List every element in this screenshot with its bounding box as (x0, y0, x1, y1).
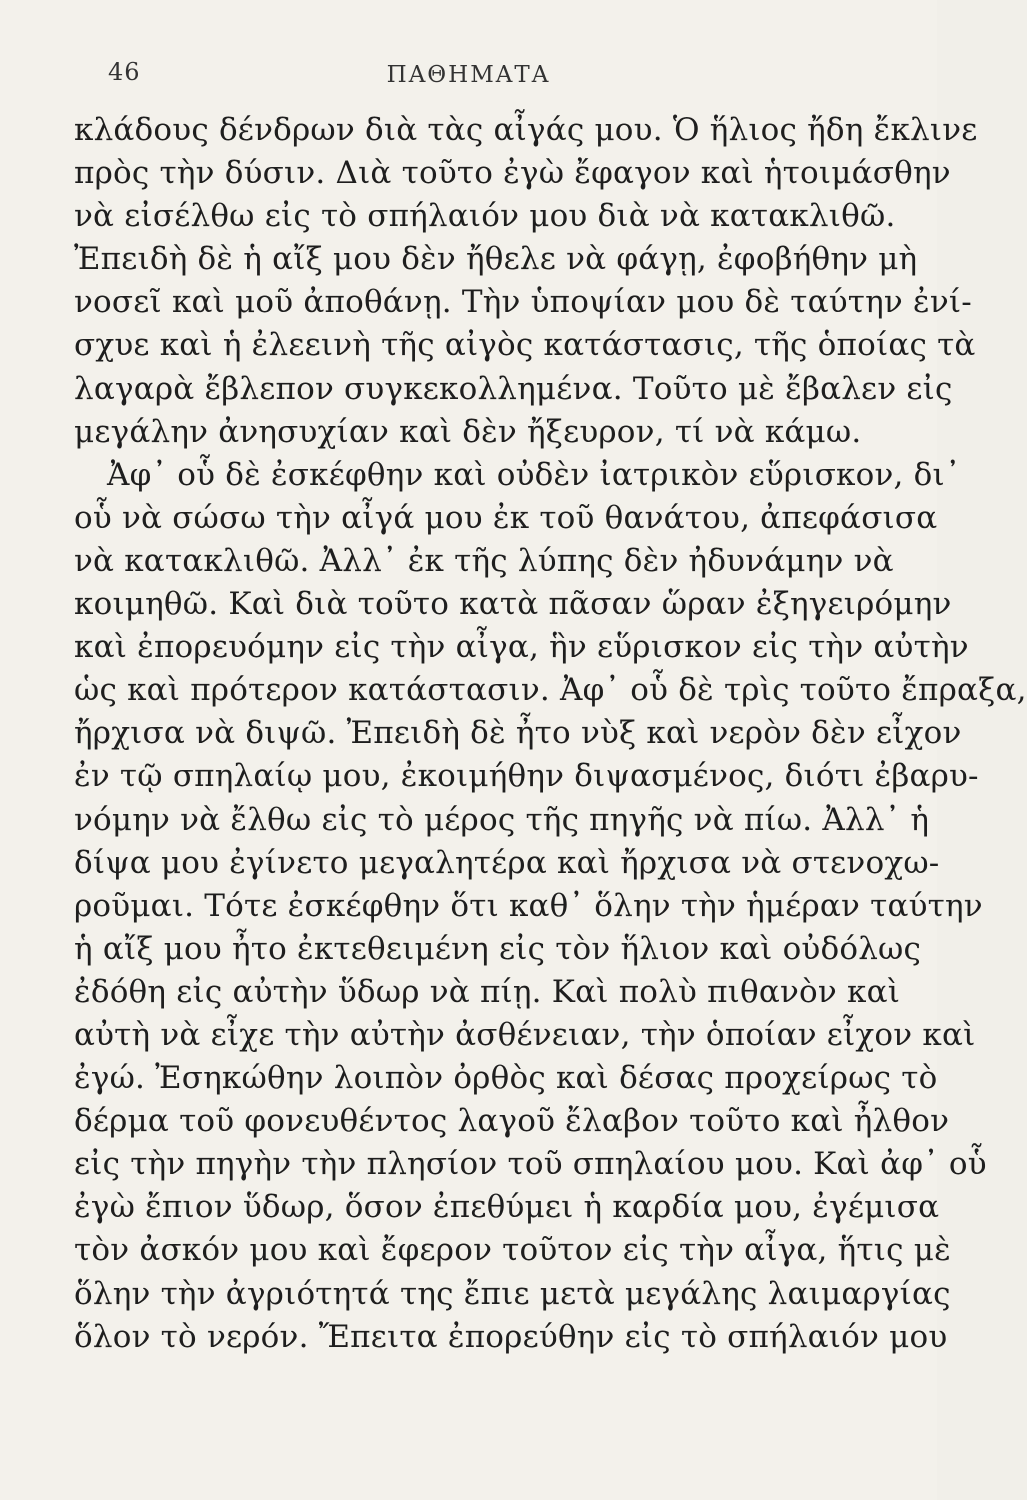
text-line: ἐγώ. Ἐσηκώθην λοιπὸν ὀρθὸς καὶ δέσας προχείρως τὸ (74, 1060, 938, 1097)
text-line: Ἐπειδὴ δὲ ἡ αἴξ μου δὲν ἤθελε νὰ φάγῃ, ἐφοβήθην μὴ (74, 241, 918, 278)
text-line: ὡς καὶ πρότερον κατάστασιν. Ἀφ᾽ οὗ δὲ τρὶς τοῦτο ἔπραξα, (74, 672, 1027, 709)
body-text (74, 109, 1027, 1359)
text-line: ροῦμαι. Τότε ἐσκέφθην ὅτι καθ᾽ ὅλην τὴν ἡμέραν ταύτην (74, 887, 983, 924)
text-line: ὅλον τὸ νερόν. Ἔπειτα ἐπορεύθην εἰς τὸ σπήλαιόν μου (74, 1318, 948, 1355)
text-line: λαγαρὰ ἔβλεπον συγκεκολλημένα. Τοῦτο μὲ ἔβαλεν εἰς (74, 370, 953, 407)
text-line: αὐτὴ νὰ εἶχε τὴν αὐτὴν ἀσθένειαν, τὴν ὁποίαν εἶχον καὶ (74, 1016, 976, 1053)
text-line: νὰ κατακλιθῶ. Ἀλλ᾽ ἐκ τῆς λύπης δὲν ἠδυνάμην νὰ (74, 542, 894, 579)
paragraph-start-line: Ἀφ᾽ οὗ δὲ ἐσκέφθην καὶ οὐδὲν ἰατρικὸν εὕρισκον, δι᾽ (107, 456, 961, 493)
text-line: δέρμα τοῦ φονευθέντος λαγοῦ ἔλαβον τοῦτο καὶ ἦλθον (74, 1103, 950, 1140)
text-line: ἐν τῷ σπηλαίῳ μου, ἐκοιμήθην διψασμένος, διότι ἐβαρυ- (74, 758, 979, 795)
text-line: νὰ εἰσέλθω εἰς τὸ σπήλαιόν μου διὰ νὰ κατακλιθῶ. (74, 198, 896, 235)
text-line: ἐγὼ ἔπιον ὕδωρ, ὅσον ἐπεθύμει ἡ καρδία μου, ἐγέμισα (74, 1189, 940, 1226)
text-line: ἤρχισα νὰ διψῶ. Ἐπειδὴ δὲ ἦτο νὺξ καὶ νερὸν δὲν εἶχον (74, 715, 962, 752)
text-line: εἰς τὴν πηγὴν τὴν πλησίον τοῦ σπηλαίου μου. Καὶ ἀφ᾽ οὗ (74, 1146, 987, 1183)
page-number: 46 (108, 58, 141, 86)
text-line: ὅλην τὴν ἀγριότητά της ἔπιε μετὰ μεγάλης λαιμαργίας (74, 1275, 951, 1312)
text-line: οὗ νὰ σώσω τὴν αἶγά μου ἐκ τοῦ θανάτου, ἀπεφάσισα (74, 499, 938, 536)
text-line: καὶ ἐπορευόμην εἰς τὴν αἶγα, ἣν εὕρισκον εἰς τὴν αὐτὴν (74, 629, 969, 666)
text-line: κλάδους δένδρων διὰ τὰς αἶγάς μου. Ὁ ἥλιος ἤδη ἔκλινε (74, 112, 978, 148)
running-title: ΠΑΘΗΜΑΤΑ (386, 62, 551, 88)
text-line: ἐδόθη εἰς αὐτὴν ὕδωρ νὰ πίῃ. Καὶ πολὺ πιθανὸν καὶ (74, 973, 901, 1010)
text-line: νόμην νὰ ἔλθω εἰς τὸ μέρος τῆς πηγῆς νὰ πίω. Ἀλλ᾽ ἡ (74, 801, 930, 838)
text-line: ἡ αἴξ μου ἦτο ἐκτεθειμένη εἰς τὸν ἥλιον καὶ οὐδόλως (74, 930, 922, 967)
text-line: μεγάλην ἀνησυχίαν καὶ δὲν ἤξευρον, τί νὰ κάμω. (74, 413, 862, 450)
text-line: σχυε καὶ ἡ ἐλεεινὴ τῆς αἰγὸς κατάστασις, τῆς ὁποίας τὰ (74, 327, 976, 364)
text-line: πρὸς τὴν δύσιν. Διὰ τοῦτο ἐγὼ ἔφαγον καὶ ἡτοιμάσθην (74, 155, 951, 192)
text-line: κοιμηθῶ. Καὶ διὰ τοῦτο κατὰ πᾶσαν ὥραν ἐξηγειρόμην (74, 586, 952, 623)
text-line: νοσεῖ καὶ μοῦ ἀποθάνῃ. Τὴν ὑποψίαν μου δὲ ταύτην ἐνί- (74, 284, 972, 321)
text-line: δίψα μου ἐγίνετο μεγαλητέρα καὶ ἤρχισα νὰ στενοχω- (74, 844, 940, 881)
page-header (0, 58, 937, 94)
text-line: τὸν ἀσκόν μου καὶ ἔφερον τοῦτον εἰς τὴν αἶγα, ἥτις μὲ (74, 1232, 951, 1269)
